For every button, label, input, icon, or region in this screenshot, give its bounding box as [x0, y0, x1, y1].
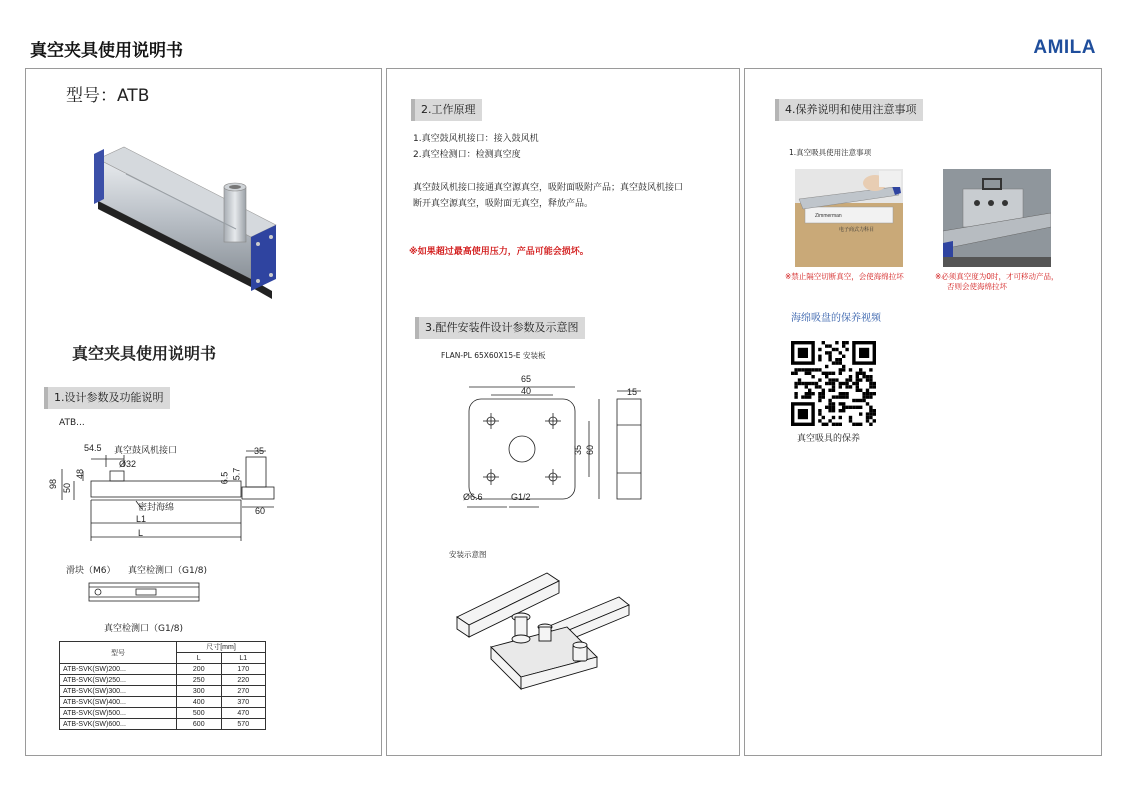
note-vacuum-zero-line1: ※必须真空度为0时，才可移动产品，	[935, 272, 1059, 281]
bottom-view-drawing	[86, 579, 206, 609]
panel-maintenance	[744, 68, 1102, 756]
table-row	[60, 697, 266, 708]
cell-model: ATB-SVK(SW)500...	[60, 708, 177, 719]
table-head-model: 型号	[60, 642, 177, 664]
brand-logo: AMILA	[1033, 37, 1096, 58]
seal-label: 密封海绵	[138, 503, 175, 513]
table-head-dim: 尺寸[mm]	[177, 642, 266, 653]
cell-L: 300	[177, 686, 222, 697]
model-label: 型号：ATB	[66, 86, 150, 106]
panel-overview	[25, 68, 382, 756]
table-row	[60, 664, 266, 675]
note-vacuum-zero-line2: 否则会使海绵拉坏	[947, 282, 1007, 291]
section-4-heading: 4.保养说明和使用注意事项	[775, 99, 923, 121]
plate-suffix: 安装板	[522, 351, 546, 360]
table-row	[60, 686, 266, 697]
document-title: 真空夹具使用说明书	[30, 41, 183, 61]
install-diagram-label: 安装示意图	[449, 550, 487, 559]
cell-L1: 370	[221, 697, 266, 708]
cell-L: 200	[177, 664, 222, 675]
dim-50: 50	[62, 482, 73, 494]
installation-diagram	[447, 567, 647, 727]
model-prefix: ATB...	[59, 418, 85, 428]
cell-L1: 220	[221, 675, 266, 686]
product-image	[86, 129, 306, 309]
dim-60: 60	[255, 506, 266, 516]
panel-principle	[386, 68, 740, 756]
section-3-heading: 3.配件安装件设计参数及示意图	[415, 317, 585, 339]
cell-model: ATB-SVK(SW)250...	[60, 675, 177, 686]
cell-L: 600	[177, 719, 222, 730]
photo-machine	[943, 169, 1051, 267]
plate-name	[441, 350, 545, 361]
maintenance-video-link[interactable]: 海绵吸盘的保养视频	[791, 313, 881, 324]
table-row	[60, 719, 266, 730]
size-table	[59, 641, 266, 730]
cell-L1: 270	[221, 686, 266, 697]
blower-port-label: 真空鼓风机接口	[114, 446, 178, 456]
cell-L1: 570	[221, 719, 266, 730]
dim-48: 48	[75, 468, 86, 480]
note-no-cut-vacuum: ※禁止隔空切断真空，会使海绵拉坏	[785, 272, 904, 281]
dim-L: L	[138, 528, 144, 538]
table-row	[60, 708, 266, 719]
principle-paragraph-a: 真空鼓风机接口接通真空源真空，吸附面吸附产品；真空鼓风机接口	[413, 183, 684, 193]
table-head-L1: L1	[221, 653, 266, 664]
qr-caption: 真空吸具的保养	[797, 434, 861, 444]
box-side-text: 电子商式力科目	[839, 227, 875, 233]
pressure-warning: ※如果超过最高使用压力，产品可能会损坏。	[409, 247, 589, 257]
table-head-L: L	[177, 653, 222, 664]
box-label-text: Zimmerman	[815, 213, 842, 219]
dim-6-5: 6.5	[219, 471, 230, 485]
panel-doc-title: 真空夹具使用说明书	[72, 344, 217, 363]
cell-L: 400	[177, 697, 222, 708]
cell-L1: 170	[221, 664, 266, 675]
dim-65: 65	[521, 374, 532, 384]
dim-35: 35	[254, 446, 265, 456]
slider-label: 滑块（M6）	[66, 566, 116, 576]
cell-model: ATB-SVK(SW)200...	[60, 664, 177, 675]
cell-model: ATB-SVK(SW)600...	[60, 719, 177, 730]
section-2-heading: 2.工作原理	[411, 99, 482, 121]
plate-model: FLAN-PL 65X60X15-E	[441, 351, 521, 360]
section-1-heading: 1.设计参数及功能说明	[44, 387, 170, 409]
dim-60-plate: 60	[585, 444, 596, 456]
principle-line-2: 2.真空检测口：检测真空度	[413, 150, 521, 160]
cell-model: ATB-SVK(SW)300...	[60, 686, 177, 697]
dim-phi-32: Ø32	[119, 459, 137, 469]
qr-code[interactable]	[791, 341, 883, 431]
cell-L: 500	[177, 708, 222, 719]
principle-line-1: 1.真空鼓风机接口：接入鼓风机	[413, 134, 539, 144]
cell-L1: 470	[221, 708, 266, 719]
dim-phi-6-6: Ø6.6	[463, 492, 483, 502]
usage-notes-subtitle: 1.真空吸具使用注意事项	[789, 148, 872, 157]
dim-98: 98	[48, 478, 59, 490]
detect-port-top-label: 真空检测口（G1/8)	[128, 566, 207, 576]
photo-handling-box	[795, 169, 903, 267]
table-row	[60, 675, 266, 686]
dim-5-7: 5.7	[231, 467, 242, 481]
dim-g1-2: G1/2	[511, 492, 531, 502]
cell-L: 250	[177, 675, 222, 686]
dim-40: 40	[521, 386, 532, 396]
principle-paragraph-b: 断开真空源真空，吸附面无真空，释放产品。	[413, 199, 594, 209]
detect-port-bottom-label: 真空检测口（G1/8)	[104, 624, 183, 634]
dim-L1: L1	[136, 514, 147, 524]
dim-54-5: 54.5	[84, 443, 102, 453]
cell-model: ATB-SVK(SW)400...	[60, 697, 177, 708]
dim-15: 15	[627, 387, 638, 397]
dim-35-plate: 35	[573, 444, 584, 456]
